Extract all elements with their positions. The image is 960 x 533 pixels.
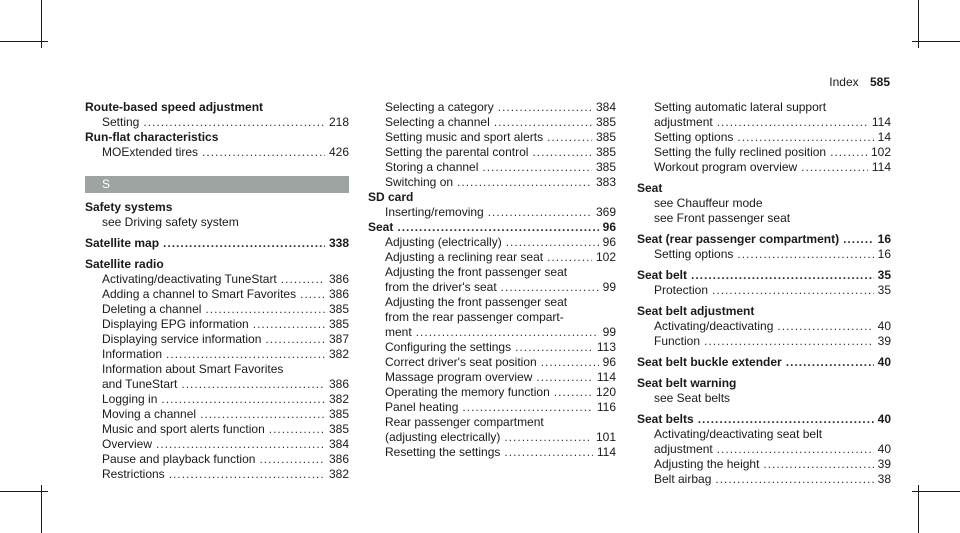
index-subentry[interactable] xyxy=(637,319,891,334)
page-number: 585 xyxy=(869,75,890,89)
entry-text: Restrictions xyxy=(102,467,165,481)
dot-leader xyxy=(462,400,592,415)
dot-leader xyxy=(830,145,867,160)
index-subentry[interactable] xyxy=(637,247,891,262)
entry-text: Inserting/removing xyxy=(385,205,484,219)
entry-text: Setting options xyxy=(654,130,734,144)
index-entry[interactable] xyxy=(368,190,616,205)
entry-text: see Seat belts xyxy=(654,391,731,405)
dot-leader xyxy=(166,347,325,362)
dot-leader xyxy=(202,145,325,160)
entry-text: Seat xyxy=(368,220,394,234)
entry-text: adjustment xyxy=(654,115,713,129)
page-ref[interactable]: 38 xyxy=(877,472,891,486)
page-ref[interactable]: 96 xyxy=(602,220,616,234)
dot-leader xyxy=(504,430,592,445)
page-ref[interactable]: 101 xyxy=(595,430,616,444)
dot-leader xyxy=(205,302,325,317)
index-subentry[interactable] xyxy=(637,283,891,298)
crop-mark xyxy=(41,485,42,533)
dot-leader xyxy=(786,355,874,370)
entry-text: Activating/deactivating seat belt xyxy=(654,427,823,441)
page-ref[interactable]: 40 xyxy=(877,319,891,333)
index-subentry[interactable] xyxy=(368,265,616,280)
page-ref[interactable]: 385 xyxy=(595,160,616,174)
entry-text: Function xyxy=(654,334,701,348)
dot-leader xyxy=(843,232,874,247)
page-ref[interactable]: 40 xyxy=(877,412,891,426)
dot-leader xyxy=(536,370,592,385)
dot-leader xyxy=(717,115,868,130)
entry-text: ment xyxy=(385,325,412,339)
dot-leader xyxy=(717,442,874,457)
page-ref[interactable]: 114 xyxy=(596,370,616,384)
dot-leader xyxy=(482,160,592,175)
dot-leader xyxy=(763,457,873,472)
entry-text: Deleting a channel xyxy=(102,302,202,316)
entry-text: Information about Smart Favorites xyxy=(102,362,284,376)
entry-text: Seat (rear passenger compartment) xyxy=(637,232,840,246)
crop-mark xyxy=(0,41,48,42)
entry-text: Adjusting the front passenger seat xyxy=(385,295,568,309)
index-subentry[interactable] xyxy=(637,160,891,175)
entry-text: from the rear passenger compart- xyxy=(385,310,564,324)
index-subentry[interactable] xyxy=(368,445,616,460)
index-subentry[interactable] xyxy=(637,427,891,442)
dot-leader xyxy=(504,445,592,460)
index-subentry[interactable] xyxy=(637,100,891,115)
page-header xyxy=(829,75,890,89)
index-entry[interactable] xyxy=(637,376,891,391)
entry-text: Information xyxy=(102,347,163,361)
entry-text: see Driving safety system xyxy=(102,215,239,229)
page-ref[interactable]: 96 xyxy=(602,235,616,249)
entry-text: Pause and playback function xyxy=(102,452,256,466)
entry-text: Resetting the settings xyxy=(385,445,501,459)
index-subentry[interactable] xyxy=(368,340,616,355)
dot-leader xyxy=(541,355,599,370)
entry-text: Seat belt adjustment xyxy=(637,304,755,318)
index-subentry[interactable] xyxy=(637,211,891,226)
index-subentry[interactable] xyxy=(368,250,616,265)
entry-text: Storing a channel xyxy=(385,160,479,174)
entry-text: Logging in xyxy=(102,392,158,406)
dot-leader xyxy=(488,205,592,220)
entry-text: see Chauffeur mode xyxy=(654,196,763,210)
entry-text: Displaying EPG information xyxy=(102,317,249,331)
index-subentry[interactable] xyxy=(637,334,891,349)
dot-leader xyxy=(715,472,873,487)
index-subentry[interactable] xyxy=(368,280,616,295)
entry-text: Correct driver's seat position xyxy=(385,355,537,369)
entry-text: Adding a channel to Smart Favorites xyxy=(102,287,297,301)
index-subentry[interactable] xyxy=(368,310,616,325)
crop-mark xyxy=(0,491,48,492)
dot-leader xyxy=(265,332,325,347)
page-ref[interactable]: 385 xyxy=(595,145,616,159)
index-subentry[interactable] xyxy=(85,287,349,302)
dot-leader xyxy=(200,407,325,422)
dot-leader xyxy=(269,422,325,437)
entry-text: Adjusting a reclining rear seat xyxy=(385,250,544,264)
index-subentry[interactable] xyxy=(368,115,616,130)
crop-mark xyxy=(912,41,960,42)
dot-leader xyxy=(156,437,325,452)
crop-mark xyxy=(918,485,919,533)
index-subentry[interactable] xyxy=(368,160,616,175)
page-ref[interactable]: 116 xyxy=(596,400,616,414)
section-label: Index xyxy=(829,75,859,89)
page-ref[interactable]: 385 xyxy=(328,317,349,331)
dot-leader xyxy=(181,377,325,392)
entry-text: Belt airbag xyxy=(654,472,712,486)
page-ref[interactable]: 385 xyxy=(328,422,349,436)
page-ref[interactable]: 382 xyxy=(328,467,349,481)
entry-text: Configuring the settings xyxy=(385,340,512,354)
dot-leader xyxy=(143,115,325,130)
index-subentry[interactable] xyxy=(368,370,616,385)
dot-leader xyxy=(494,115,592,130)
entry-text: Massage program overview xyxy=(385,370,533,384)
dot-leader xyxy=(300,287,325,302)
page-ref[interactable]: 383 xyxy=(595,175,616,189)
index-entry[interactable] xyxy=(637,355,891,370)
page-ref[interactable]: 99 xyxy=(602,280,616,294)
index-subentry[interactable] xyxy=(85,115,349,130)
index-entry[interactable] xyxy=(85,130,349,145)
entry-text: Setting options xyxy=(654,247,734,261)
dot-leader xyxy=(161,392,325,407)
index-subentry[interactable] xyxy=(85,437,349,452)
dot-leader xyxy=(498,100,592,115)
page-ref[interactable]: 386 xyxy=(328,272,349,286)
entry-text: Workout program overview xyxy=(654,160,798,174)
entry-text: Satellite map xyxy=(85,236,160,250)
section-heading: S xyxy=(85,176,349,193)
page-ref[interactable]: 39 xyxy=(877,457,891,471)
index-subentry[interactable] xyxy=(85,392,349,407)
entry-text: Adjusting the front passenger seat xyxy=(385,265,568,279)
index-subentry[interactable] xyxy=(85,467,349,482)
dot-leader xyxy=(253,317,325,332)
index-entry[interactable] xyxy=(85,236,349,251)
page-ref[interactable]: 384 xyxy=(328,437,349,451)
dot-leader xyxy=(501,280,599,295)
index-subentry[interactable] xyxy=(85,332,349,347)
dot-leader xyxy=(532,145,592,160)
dot-leader xyxy=(801,160,868,175)
entry-text: Displaying service information xyxy=(102,332,262,346)
page-ref[interactable]: 16 xyxy=(877,247,891,261)
entry-text: Safety systems xyxy=(85,200,173,214)
entry-text: from the driver's seat xyxy=(385,280,497,294)
entry-text: Activating/deactivating xyxy=(654,319,774,333)
dot-leader xyxy=(281,272,325,287)
dot-leader xyxy=(698,412,874,427)
page-ref[interactable]: 382 xyxy=(328,347,349,361)
index-subentry[interactable] xyxy=(368,415,616,430)
page-ref[interactable]: 218 xyxy=(328,115,349,129)
page-ref[interactable]: 384 xyxy=(595,100,616,114)
dot-leader xyxy=(554,385,592,400)
dot-leader xyxy=(259,452,325,467)
dot-leader xyxy=(777,319,873,334)
dot-leader xyxy=(704,334,874,349)
index-subentry[interactable] xyxy=(368,355,616,370)
page-ref[interactable]: 385 xyxy=(595,130,616,144)
page-ref[interactable]: 386 xyxy=(328,287,349,301)
page-ref[interactable]: 114 xyxy=(871,160,891,174)
index-entry[interactable] xyxy=(637,304,891,319)
entry-text: Seat xyxy=(637,181,663,195)
dot-leader xyxy=(737,130,873,145)
index-subentry[interactable] xyxy=(85,272,349,287)
index-entry[interactable] xyxy=(637,181,891,196)
page-ref[interactable]: 386 xyxy=(328,452,349,466)
page-ref[interactable]: 385 xyxy=(328,302,349,316)
entry-text: Protection xyxy=(654,283,709,297)
index-subentry[interactable] xyxy=(85,145,349,160)
page-ref[interactable]: 338 xyxy=(328,236,349,250)
index-subentry[interactable] xyxy=(85,422,349,437)
index-subentry[interactable] xyxy=(85,452,349,467)
entry-text: Setting automatic lateral support xyxy=(654,100,827,114)
entry-text: Seat belts xyxy=(637,412,694,426)
page-ref[interactable]: 35 xyxy=(877,268,891,282)
index-subentry[interactable] xyxy=(637,196,891,211)
index-subentry[interactable] xyxy=(637,391,891,406)
entry-text: Switching on xyxy=(385,175,454,189)
index-subentry[interactable] xyxy=(637,130,891,145)
index-entry[interactable] xyxy=(637,412,891,427)
page-ref[interactable]: 16 xyxy=(877,232,891,246)
page-ref[interactable]: 39 xyxy=(877,334,891,348)
dot-leader xyxy=(397,220,598,235)
page-ref[interactable]: 114 xyxy=(871,115,891,129)
dot-leader xyxy=(506,235,599,250)
index-subentry[interactable] xyxy=(368,130,616,145)
index-subentry[interactable] xyxy=(637,442,891,457)
entry-text: Overview xyxy=(102,437,153,451)
dot-leader xyxy=(457,175,592,190)
entry-text: Music and sport alerts function xyxy=(102,422,265,436)
page-ref[interactable]: 35 xyxy=(877,283,891,297)
index-subentry[interactable] xyxy=(85,377,349,392)
page-ref[interactable]: 113 xyxy=(596,340,616,354)
index-subentry[interactable] xyxy=(637,115,891,130)
entry-text: Seat belt xyxy=(637,268,688,282)
page-ref[interactable]: 14 xyxy=(877,130,891,144)
entry-text: adjustment xyxy=(654,442,713,456)
dot-leader xyxy=(737,247,873,262)
entry-text: and TuneStart xyxy=(102,377,178,391)
entry-text: Panel heating xyxy=(385,400,459,414)
page-ref[interactable]: 40 xyxy=(877,355,891,369)
dot-leader xyxy=(515,340,593,355)
entry-text: Run-flat characteristics xyxy=(85,130,219,144)
entry-text: Adjusting (electrically) xyxy=(385,235,502,249)
entry-text: Moving a channel xyxy=(102,407,197,421)
entry-text: Setting music and sport alerts xyxy=(385,130,544,144)
entry-text: Seat belt buckle extender xyxy=(637,355,782,369)
entry-text: Operating the memory function xyxy=(385,385,550,399)
index-entry[interactable] xyxy=(637,268,891,283)
page-ref[interactable]: 385 xyxy=(328,407,349,421)
page-ref[interactable]: 96 xyxy=(602,355,616,369)
entry-text: Adjusting the height xyxy=(654,457,760,471)
dot-leader xyxy=(547,130,592,145)
page-ref[interactable]: 40 xyxy=(877,442,891,456)
entry-text: Activating/deactivating TuneStart xyxy=(102,272,277,286)
dot-leader xyxy=(169,467,325,482)
entry-text: Route-based speed adjustment xyxy=(85,100,264,114)
index-subentry[interactable] xyxy=(637,145,891,160)
index-subentry[interactable] xyxy=(368,325,616,340)
entry-text: Rear passenger compartment xyxy=(385,415,544,429)
index-subentry[interactable] xyxy=(368,145,616,160)
crop-mark xyxy=(912,491,960,492)
index-column-3 xyxy=(637,100,891,487)
index-entry[interactable] xyxy=(85,257,349,272)
entry-text: MOExtended tires xyxy=(102,145,199,159)
entry-text: Selecting a channel xyxy=(385,115,490,129)
entry-text: Setting the fully reclined position xyxy=(654,145,827,159)
index-entry[interactable] xyxy=(85,200,349,215)
index-subentry[interactable] xyxy=(368,205,616,220)
dot-leader xyxy=(547,250,592,265)
index-subentry[interactable] xyxy=(85,215,349,230)
dot-leader xyxy=(416,325,599,340)
page-ref[interactable]: 385 xyxy=(595,115,616,129)
index-subentry[interactable] xyxy=(368,100,616,115)
entry-text: see Front passenger seat xyxy=(654,211,791,225)
index-subentry[interactable] xyxy=(368,430,616,445)
index-subentry[interactable] xyxy=(368,385,616,400)
index-subentry[interactable] xyxy=(368,400,616,415)
entry-text: (adjusting electrically) xyxy=(385,430,501,444)
page-ref[interactable]: 386 xyxy=(328,377,349,391)
page-ref[interactable]: 369 xyxy=(595,205,616,219)
index-column-2 xyxy=(368,100,616,460)
index-subentry[interactable] xyxy=(85,317,349,332)
index-subentry[interactable] xyxy=(368,295,616,310)
entry-text: Satellite radio xyxy=(85,257,164,271)
index-entry[interactable] xyxy=(637,232,891,247)
index-subentry[interactable] xyxy=(85,407,349,422)
index-subentry[interactable] xyxy=(368,175,616,190)
index-subentry[interactable] xyxy=(637,457,891,472)
dot-leader xyxy=(163,236,325,251)
entry-text: Setting xyxy=(102,115,140,129)
page-ref[interactable]: 99 xyxy=(602,325,616,339)
page-ref[interactable]: 387 xyxy=(328,332,349,346)
dot-leader xyxy=(691,268,874,283)
index-entry[interactable] xyxy=(85,100,349,115)
entry-text: Selecting a category xyxy=(385,100,494,114)
page-ref[interactable]: 426 xyxy=(328,145,349,159)
index-subentry[interactable] xyxy=(85,362,349,377)
index-subentry[interactable] xyxy=(85,302,349,317)
index-column-1 xyxy=(85,100,349,482)
index-subentry[interactable] xyxy=(637,472,891,487)
entry-text: SD card xyxy=(368,190,414,204)
index-entry[interactable] xyxy=(368,220,616,235)
page-ref[interactable]: 102 xyxy=(595,250,616,264)
page-ref[interactable]: 102 xyxy=(870,145,891,159)
page-ref[interactable]: 114 xyxy=(596,445,616,459)
dot-leader xyxy=(712,283,874,298)
entry-text: Setting the parental control xyxy=(385,145,529,159)
page-ref[interactable]: 120 xyxy=(595,385,616,399)
index-subentry[interactable] xyxy=(368,235,616,250)
index-subentry[interactable] xyxy=(85,347,349,362)
entry-text: Seat belt warning xyxy=(637,376,737,390)
page-ref[interactable]: 382 xyxy=(328,392,349,406)
